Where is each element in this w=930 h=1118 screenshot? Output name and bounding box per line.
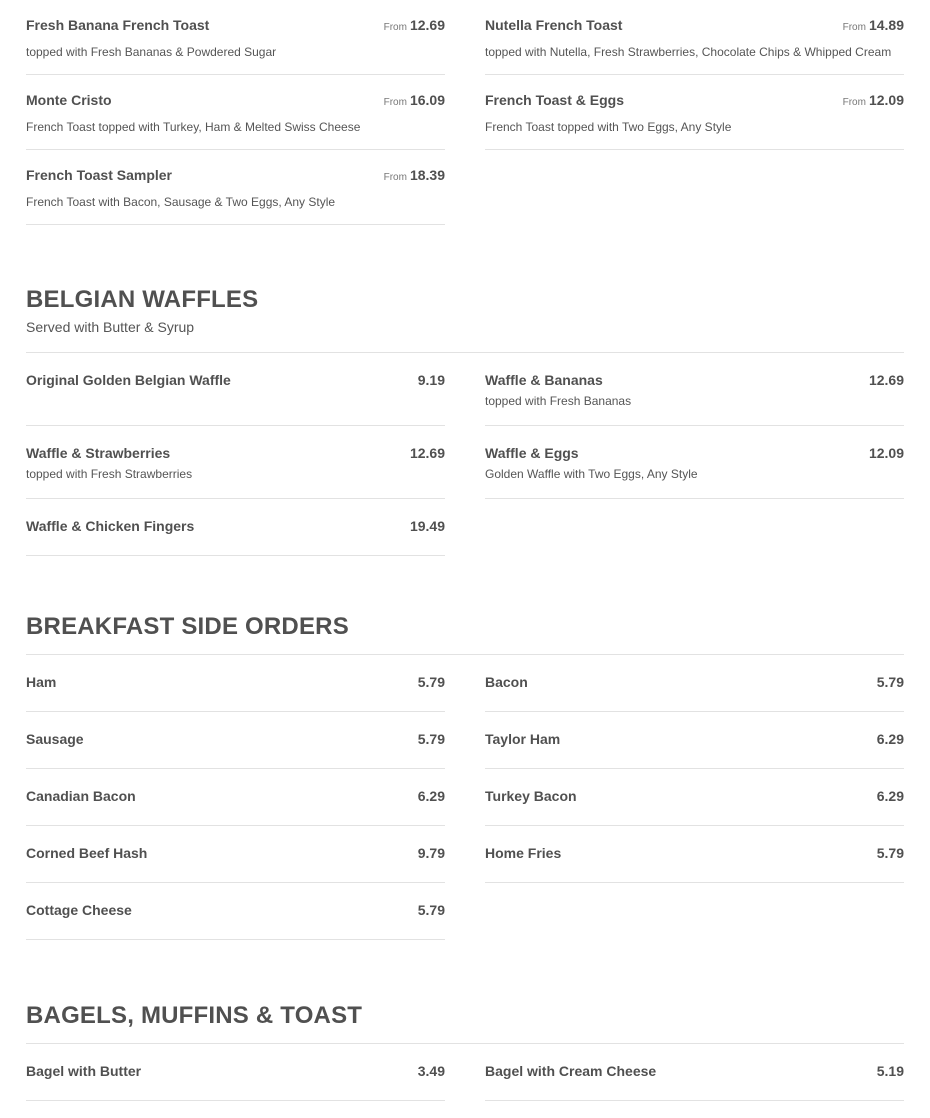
item-name: Turkey Bacon [485, 788, 577, 804]
side-orders-grid [26, 655, 904, 940]
item-price: 12.69 [409, 445, 445, 461]
from-label: From [383, 172, 407, 183]
menu-item[interactable] [26, 1044, 445, 1101]
item-name: Waffle & Chicken Fingers [26, 518, 195, 534]
bagels-grid [26, 1044, 904, 1101]
from-label: From [842, 22, 866, 33]
waffles-grid [26, 353, 904, 556]
from-label: From [383, 97, 407, 108]
menu-item[interactable] [26, 655, 445, 712]
item-price [843, 17, 904, 36]
item-price [843, 92, 904, 111]
menu-item[interactable] [26, 769, 445, 826]
item-name: Cottage Cheese [26, 902, 132, 918]
item-name: French Toast & Eggs [485, 92, 624, 108]
french-toast-section [26, 0, 904, 225]
item-price: 19.49 [409, 518, 445, 534]
price-value: 14.89 [868, 17, 904, 33]
item-name: Corned Beef Hash [26, 845, 148, 861]
item-price: 9.19 [417, 372, 445, 388]
section-subtitle: Served with Butter & Syrup [26, 319, 195, 335]
item-description: Golden Waffle with Two Eggs, Any Style [485, 467, 698, 481]
item-price [384, 17, 445, 36]
item-name: Taylor Ham [485, 731, 561, 747]
menu-item[interactable] [26, 353, 445, 426]
item-price: 6.29 [876, 788, 904, 804]
item-name: Ham [26, 674, 57, 690]
item-price: 12.69 [868, 372, 904, 388]
menu-item[interactable] [485, 655, 904, 712]
menu-item[interactable] [485, 712, 904, 769]
menu-item[interactable] [26, 712, 445, 769]
item-price: 5.79 [876, 674, 904, 690]
bagels-section [26, 1002, 904, 1101]
section-title: BREAKFAST SIDE ORDERS [26, 613, 349, 640]
item-description: French Toast topped with Turkey, Ham & Melted Swiss Cheese [26, 120, 361, 134]
item-description: topped with Fresh Bananas & Powdered Sugar [26, 45, 277, 59]
item-price: 5.79 [417, 674, 445, 690]
menu-item[interactable] [485, 75, 904, 150]
menu-item[interactable] [26, 499, 445, 556]
item-name: Waffle & Eggs [485, 445, 579, 461]
menu-item[interactable] [26, 883, 445, 940]
side-orders-section [26, 613, 904, 940]
menu-item[interactable] [485, 826, 904, 883]
menu-item[interactable] [485, 0, 904, 75]
item-price: 6.29 [417, 788, 445, 804]
item-description: topped with Nutella, Fresh Strawberries, Chocolate Chips & Whipped Cream [485, 45, 892, 59]
section-title: BELGIAN WAFFLES [26, 286, 259, 313]
item-name: Original Golden Belgian Waffle [26, 372, 231, 388]
item-description: French Toast topped with Two Eggs, Any Style [485, 120, 732, 134]
from-label: From [383, 22, 407, 33]
belgian-waffles-section [26, 286, 904, 556]
item-price [384, 92, 445, 111]
menu-item[interactable] [26, 0, 445, 75]
item-name: Canadian Bacon [26, 788, 136, 804]
price-value: 18.39 [409, 167, 445, 183]
item-name: Nutella French Toast [485, 17, 623, 33]
item-price [384, 167, 445, 186]
item-name: Home Fries [485, 845, 562, 861]
menu-item[interactable] [26, 150, 445, 225]
item-price: 5.79 [417, 902, 445, 918]
menu-item[interactable] [26, 826, 445, 883]
item-name: Sausage [26, 731, 84, 747]
menu-item[interactable] [26, 426, 445, 499]
item-price: 5.79 [417, 731, 445, 747]
item-price: 5.79 [876, 845, 904, 861]
menu-item[interactable] [26, 75, 445, 150]
item-name: Bagel with Cream Cheese [485, 1063, 657, 1079]
item-price: 9.79 [417, 845, 445, 861]
section-title: BAGELS, MUFFINS & TOAST [26, 1002, 363, 1029]
item-name: Bacon [485, 674, 528, 690]
from-label: From [842, 97, 866, 108]
menu-item[interactable] [485, 1044, 904, 1101]
french-toast-grid [26, 0, 904, 225]
price-value: 16.09 [409, 92, 445, 108]
item-price: 12.09 [868, 445, 904, 461]
menu-item[interactable] [485, 353, 904, 426]
item-name: Monte Cristo [26, 92, 112, 108]
menu-item[interactable] [485, 426, 904, 499]
item-name: French Toast Sampler [26, 167, 173, 183]
item-name: Waffle & Bananas [485, 372, 603, 388]
item-name: Fresh Banana French Toast [26, 17, 210, 33]
item-price: 3.49 [417, 1063, 445, 1079]
menu-item[interactable] [485, 769, 904, 826]
item-description: topped with Fresh Bananas [485, 394, 632, 408]
price-value: 12.09 [868, 92, 904, 108]
item-price: 5.19 [876, 1063, 904, 1079]
item-name: Bagel with Butter [26, 1063, 142, 1079]
price-value: 12.69 [409, 17, 445, 33]
item-price: 6.29 [876, 731, 904, 747]
item-description: topped with Fresh Strawberries [26, 467, 193, 481]
item-name: Waffle & Strawberries [26, 445, 171, 461]
item-description: French Toast with Bacon, Sausage & Two Eggs, Any Style [26, 195, 336, 209]
